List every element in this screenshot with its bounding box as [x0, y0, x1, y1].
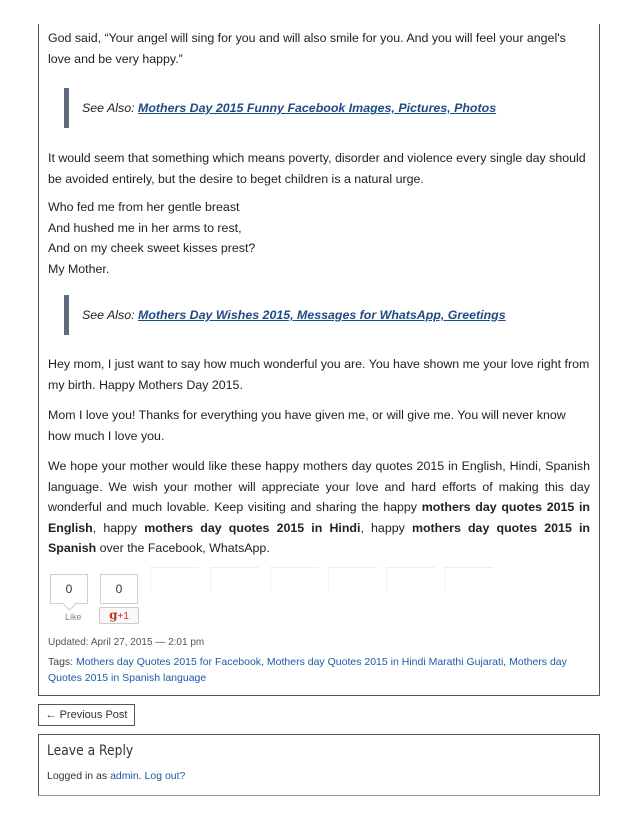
love-you-paragraph: Mom I love you! Thanks for everything you have given me, or will give me. You will never know how much I love you. [48, 408, 566, 443]
tag-separator: , [261, 656, 267, 668]
article-paragraph [48, 354, 590, 395]
text-run: We hope your mother would like these happy mothers day quotes 2015 in English, Hindi, Spanish language. We wish your mother will appreciate your love and hard efforts of making this day wonderful and much lovable. Keep visiting and sharing the happy [48, 459, 590, 514]
bold-keyword: mothers day quotes 2015 in Spanish [48, 520, 590, 555]
bold-keyword: mothers day quotes 2015 in English [48, 500, 590, 535]
see-also-prefix: See Also: [82, 308, 135, 322]
poverty-paragraph: It would seem that something which means poverty, disorder and violence every single day should be avoided entirely, but the desire to beget children is a natural urge. [48, 151, 586, 186]
see-also-block [64, 295, 506, 335]
logged-in-line [47, 770, 185, 782]
see-also-link[interactable]: Mothers Day Wishes 2015, Messages for WhatsApp, Greetings [138, 308, 506, 322]
tags-label: Tags: [48, 656, 74, 668]
see-also-link[interactable]: Mothers Day 2015 Funny Facebook Images, Pictures, Photos [138, 101, 497, 115]
article-paragraph [48, 456, 590, 559]
poem-line: And on my cheek sweet kisses prest? [48, 241, 256, 255]
hope-paragraph [48, 456, 590, 559]
reply-title: Leave a Reply [47, 743, 134, 759]
bold-keyword: mothers day quotes 2015 in Hindi [144, 520, 361, 535]
tag-link[interactable]: Mothers day Quotes 2015 for Facebook [76, 656, 262, 668]
article-paragraph [48, 148, 590, 189]
gplus-button[interactable] [99, 607, 139, 624]
like-button[interactable]: Like [65, 612, 82, 622]
text-run: over the Facebook, WhatsApp. [96, 541, 270, 555]
hey-mom-paragraph: Hey mom, I just want to say how much wonderful you are. You have shown me your love right from my birth. Happy Mothers Day 2015. [48, 357, 590, 392]
like-count-bubble [50, 574, 88, 604]
logged-in-prefix: Logged in as [47, 770, 111, 782]
see-also-prefix: See Also: [82, 101, 135, 115]
see-also-block [64, 88, 496, 128]
article-paragraph [48, 405, 590, 446]
gplus-icon: g [109, 608, 118, 622]
user-link[interactable]: admin [110, 770, 139, 782]
share-placeholder [270, 567, 319, 592]
poem [48, 197, 590, 279]
share-placeholder [444, 567, 493, 592]
updated-date: Updated: April 27, 2015 — 2:01 pm [48, 637, 205, 648]
logout-link[interactable]: Log out? [144, 770, 186, 782]
share-placeholder [386, 567, 435, 592]
gplus-count: 0 [115, 582, 123, 596]
leave-reply-section [38, 734, 600, 796]
poem-line: Who fed me from her gentle breast [48, 200, 240, 214]
previous-post-button[interactable]: ← Previous Post [38, 704, 135, 726]
text-run: , happy [92, 520, 145, 535]
separator: . [138, 770, 145, 782]
gplus-label: +1 [117, 611, 129, 622]
text-run: , happy [360, 520, 412, 535]
article-paragraph [48, 28, 590, 69]
tag-link[interactable]: Mothers day Quotes 2015 in Hindi Marathi Gujarati [266, 656, 504, 668]
like-count: 0 [65, 582, 73, 596]
tag-link[interactable]: Mothers day Quotes 2015 in Spanish language [48, 656, 567, 684]
share-placeholder [328, 567, 377, 592]
tag-separator: , [503, 656, 510, 668]
tags-line [48, 654, 593, 686]
poem-line: My Mother. [48, 261, 110, 276]
poem-line: And hushed me in her arms to rest, [48, 220, 242, 235]
quote-paragraph: God said, “Your angel will sing for you and will also smile for you. And you will feel your angel's love and be very happy.” [48, 31, 566, 66]
gplus-count-bubble [100, 574, 138, 604]
share-placeholder [150, 567, 199, 592]
share-placeholder [210, 567, 259, 592]
